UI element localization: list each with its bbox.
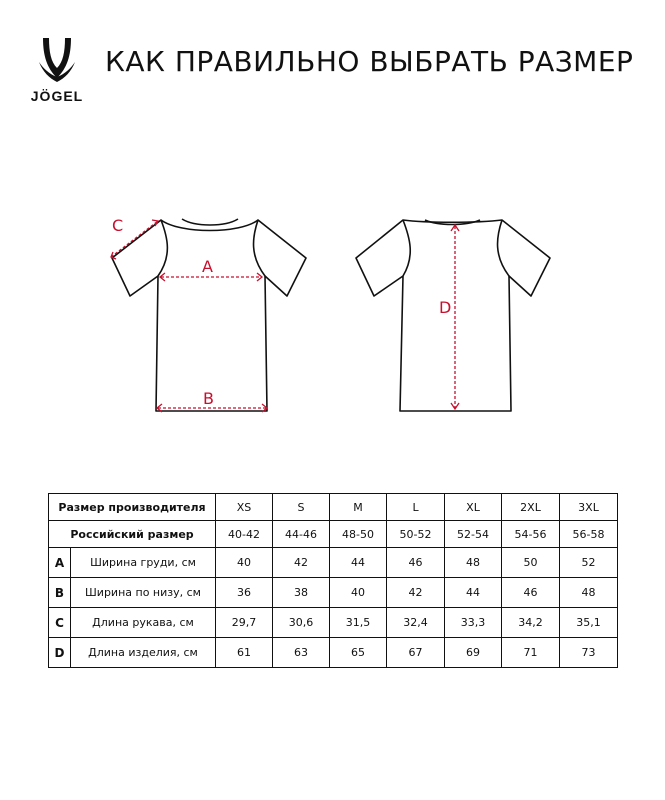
russian-size-cell: 54-56 [502,521,560,548]
russian-size-cell: 50-52 [387,521,445,548]
size-cell: L [387,494,445,521]
brand-logo [20,36,94,106]
value-cell: 67 [387,638,445,668]
header [0,0,665,120]
value-cell: 35,1 [560,608,618,638]
russian-size-cell: 40-42 [216,521,273,548]
table-row [49,608,618,638]
size-cell: 2XL [502,494,560,521]
size-cell: S [273,494,330,521]
value-cell: 40 [216,548,273,578]
russian-size-cell: 48-50 [330,521,387,548]
size-cell: 3XL [560,494,618,521]
row-label: Длина изделия, см [71,638,216,668]
value-cell: 38 [273,578,330,608]
label-c: C [112,216,124,235]
value-cell: 42 [273,548,330,578]
value-cell: 36 [216,578,273,608]
size-cell: XS [216,494,273,521]
value-cell: 46 [502,578,560,608]
row-letter: C [49,608,71,638]
value-cell: 34,2 [502,608,560,638]
value-cell: 48 [445,548,502,578]
value-cell: 42 [387,578,445,608]
page-title: КАК ПРАВИЛЬНО ВЫБРАТЬ РАЗМЕР [105,45,634,78]
value-cell: 48 [560,578,618,608]
russian-size-cell: 56-58 [560,521,618,548]
russian-size-cell: 52-54 [445,521,502,548]
value-cell: 44 [445,578,502,608]
table-row [49,638,618,668]
value-cell: 50 [502,548,560,578]
russian-size-cell: 44-46 [273,521,330,548]
back-measurements [451,225,459,409]
size-table [48,493,618,668]
label-d: D [439,298,452,317]
row-letter: D [49,638,71,668]
value-cell: 71 [502,638,560,668]
value-cell: 32,4 [387,608,445,638]
table-row [49,548,618,578]
label-b: B [203,389,214,408]
manufacturer-size-row [49,494,618,521]
russian-size-row [49,521,618,548]
value-cell: 29,7 [216,608,273,638]
size-cell: M [330,494,387,521]
value-cell: 73 [560,638,618,668]
value-cell: 46 [387,548,445,578]
row-letter: B [49,578,71,608]
value-cell: 30,6 [273,608,330,638]
back-tshirt [356,220,550,411]
size-diagram [0,190,665,430]
front-tshirt [112,219,306,411]
row-label: Ширина по низу, см [71,578,216,608]
row-label: Длина рукава, см [71,608,216,638]
row-letter: A [49,548,71,578]
russian-size-label: Российский размер [49,521,216,548]
value-cell: 61 [216,638,273,668]
size-cell: XL [445,494,502,521]
logo-text: JÖGEL [30,88,84,104]
value-cell: 52 [560,548,618,578]
value-cell: 40 [330,578,387,608]
value-cell: 33,3 [445,608,502,638]
value-cell: 65 [330,638,387,668]
value-cell: 63 [273,638,330,668]
front-measurements [111,220,267,412]
value-cell: 44 [330,548,387,578]
value-cell: 31,5 [330,608,387,638]
row-label: Ширина груди, см [71,548,216,578]
manufacturer-size-label: Размер производителя [49,494,216,521]
label-a: A [202,257,213,276]
table-row [49,578,618,608]
jogel-emblem-icon [37,36,77,84]
value-cell: 69 [445,638,502,668]
